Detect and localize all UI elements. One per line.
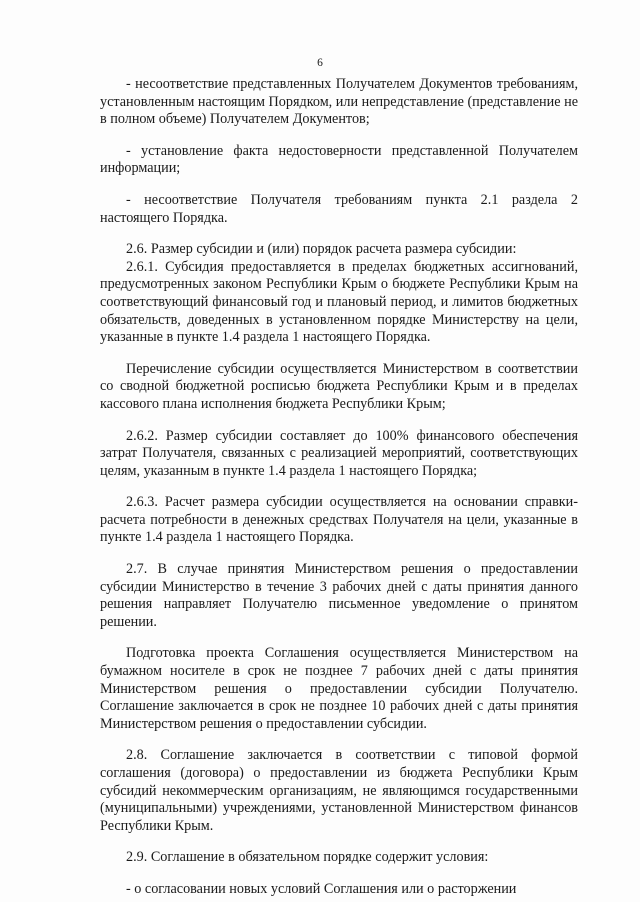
page-number: 6 (317, 57, 323, 69)
paragraph-2-6-1: 2.6.1. Субсидия предоставляется в пределах бюджетных ассигнований, предусмотренных законом Республики Крым о бюджете Республики Крым на соответствующий финансовый год и плановый период, и лимитов бюджетных обязательств, доведенных в установленном порядке Министерству на цели, указанные в пункте 1.4 раздела 1 настоящего Порядка. (100, 258, 578, 346)
paragraph-agreement-condition: - о согласовании новых условий Соглашения или о расторжении (126, 880, 517, 897)
paragraph-2-7: 2.7. В случае принятия Министерством решения о предоставлении субсидии Министерство в течение 3 рабочих дней с даты принятия данного решения направляет Получателю письменное уведомление о принятом решении. (100, 561, 578, 630)
paragraph-agreement-preparation: Подготовка проекта Соглашения осуществляется Министерством на бумажном носителе в срок не позднее 7 рабочих дней с даты принятия Министерством решения о предоставлении субсидии Получателю. Соглашение заключается в срок не позднее 10 рабочих дней с даты принятия Министерством решения о предоставлении субсидии. (100, 645, 578, 732)
paragraph-2-8: 2.8. Соглашение заключается в соответствии с типовой формой соглашения (договора) о предоставлении из бюджета Республики Крым субсидий некоммерческим организациям, не являющимся государственными (муниципальными) учреждениями, установленной Министерством финансов Республики Крым. (100, 747, 578, 834)
paragraph-rejection-reason-requirements: - несоответствие Получателя требованиям пункта 2.1 раздела 2 настоящего Порядка. (100, 191, 578, 226)
paragraph-2-6-3: 2.6.3. Расчет размера субсидии осуществляется на основании справки-расчета потребности в денежных средствах Получателя на цели, указанные в пункте 1.4 раздела 1 настоящего Порядка. (100, 494, 578, 546)
paragraph-2-9: 2.9. Соглашение в обязательном порядке содержит условия: (126, 849, 489, 866)
paragraph-2-6-heading: 2.6. Размер субсидии и (или) порядок расчета размера субсидии: (126, 241, 517, 258)
paragraph-2-6-2: 2.6.2. Размер субсидии составляет до 100% финансового обеспечения затрат Получателя, связанных с реализацией мероприятий, соответствующих целям, указанным в пункте 1.4 раздела 1 настоящего Порядка; (100, 427, 578, 479)
document-body (100, 76, 578, 899)
paragraph-rejection-reason-false-info: - установление факта недостоверности представленной Получателем информации; (100, 142, 578, 177)
paragraph-rejection-reason-documents: - несоответствие представленных Получателем Документов требованиям, установленным настоящим Порядком, или непредставление (представление не в полном объеме) Получателем Документов; (100, 76, 578, 128)
paragraph-subsidy-transfer: Перечисление субсидии осуществляется Министерством в соответствии со сводной бюджетной росписью бюджета Республики Крым и в пределах кассового плана исполнения бюджета Республики Крым; (100, 360, 578, 412)
